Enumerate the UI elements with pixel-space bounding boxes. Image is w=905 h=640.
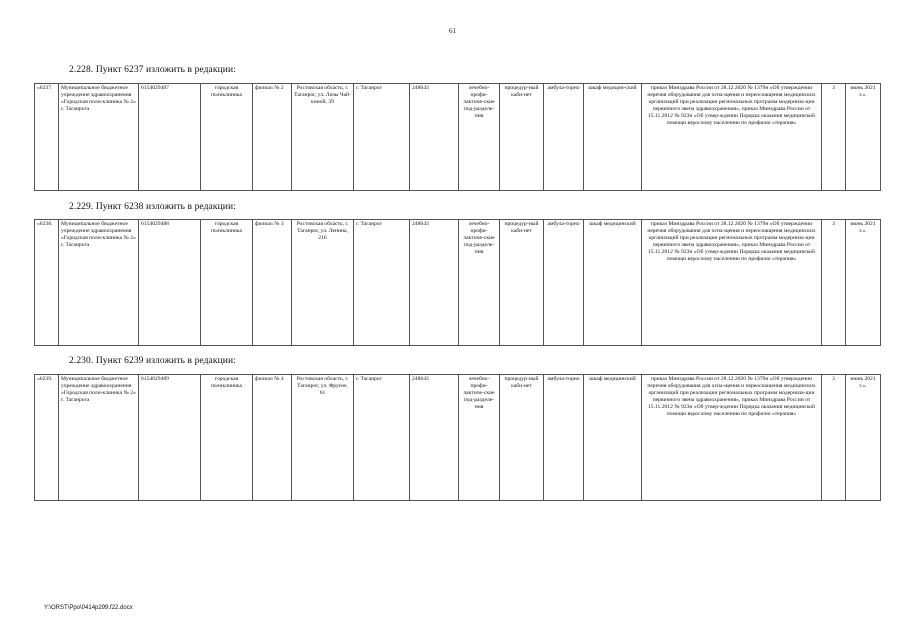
- table-6238: [34, 219, 881, 346]
- cell-qty: 3: [822, 375, 846, 501]
- cell-address: Ростовская область, г. Таганрог, ул. Ленина, 216: [292, 220, 354, 346]
- cell-equipment: шкаф медицин-ский: [584, 84, 642, 191]
- cell-code: 248643: [410, 375, 459, 501]
- table-row: [35, 220, 881, 346]
- section-heading-6237: 2.228. Пункт 6237 изложить в редакции:: [69, 65, 236, 75]
- cell-room: процедур-ный каби-нет: [500, 375, 544, 501]
- cell-division: лечебно-профи-лактиче-ские под-разделе-ния: [459, 375, 500, 501]
- cell-date: июнь 2021 г.».: [846, 220, 881, 346]
- cell-type: городская поликлиника: [201, 220, 253, 346]
- cell-org: Муниципальное бюджетное учреждение здравоохранения «Городская поли-клиника № 2» г. Таганрога: [59, 375, 139, 501]
- cell-city: г. Таганрог: [354, 84, 410, 191]
- cell-type: городская поликлиника: [201, 375, 253, 501]
- cell-num: «6237.: [35, 84, 59, 191]
- table-6237: [34, 83, 881, 191]
- table-6239: [34, 374, 881, 501]
- cell-inn: 6154029489: [139, 375, 201, 501]
- cell-room: процедур-ный каби-нет: [500, 84, 544, 191]
- cell-qty: 3: [822, 220, 846, 346]
- cell-branch: филиал № 3: [253, 220, 292, 346]
- cell-room: процедур-ный каби-нет: [500, 220, 544, 346]
- cell-num: «6238.: [35, 220, 59, 346]
- cell-equipment: шкаф медицинский: [584, 220, 642, 346]
- cell-mode: амбула-торно: [544, 220, 584, 346]
- cell-order: приказ Минздрава России от 28.12.2020 № 1379н «Об утверждении перечня оборудования для осна-щения и переоснащения медицинских организаций при реализации региональных программ модерниза-ции первичного звена здравоохранения», приказ Минздрава России от 15.11.2012 № 923н «Об утвер-ждении Порядка оказания медицинской помощи взрослому населению по профилю «терапия»: [642, 84, 822, 191]
- table-row: [35, 84, 881, 191]
- cell-inn: 6154029487: [139, 84, 201, 191]
- cell-type: городская поликлиника: [201, 84, 253, 191]
- cell-address: Ростовская область, г. Таганрог, ул. Лизы Чай-киной, 39: [292, 84, 354, 191]
- cell-mode: амбула-торно: [544, 84, 584, 191]
- cell-address: Ростовская область, г. Таганрог, ул. Фрунзе, 61: [292, 375, 354, 501]
- cell-code: 248643: [410, 84, 459, 191]
- cell-org: Муниципальное бюджетное учреждение здравоохранения «Городская поли-клиника № 2» г. Таганрога: [59, 84, 139, 191]
- cell-org: Муниципальное бюджетное учреждение здравоохранения «Городская поли-клиника № 2» г. Таганрога: [59, 220, 139, 346]
- cell-inn: 6154029488: [139, 220, 201, 346]
- cell-qty: 3: [822, 84, 846, 191]
- cell-division: лечебно-профи-лактиче-ские под-разделе-ния: [459, 84, 500, 191]
- cell-num: «6239.: [35, 375, 59, 501]
- footer-file-path: Y:\ORST\Ppo\0414p299.f22.docx: [44, 605, 133, 611]
- cell-code: 248643: [410, 220, 459, 346]
- cell-branch: филиал № 4: [253, 375, 292, 501]
- table-row: [35, 375, 881, 501]
- cell-order: приказ Минздрава России от 28.12.2020 № 1379н «Об утверждении перечня оборудования для осна-щения и переоснащения медицинских организаций при реализации региональных программ модерниза-ции первичного звена здравоохранения», приказ Минздрава России от 15.11.2012 № 923н «Об утвер-ждении Порядка оказания медицинской помощи взрослому населению по профилю «терапия»: [642, 220, 822, 346]
- cell-order: приказ Минздрава России от 28.12.2020 № 1379н «Об утверждении перечня оборудования для осна-щения и переоснащения медицинских организаций при реализации региональных программ модерниза-ции первичного звена здравоохранения», приказ Минздрава России от 15.11.2012 № 923н «Об утвер-ждении Порядка оказания медицинской помощи взрослому населению по профилю «терапия»: [642, 375, 822, 501]
- section-heading-6239: 2.230. Пункт 6239 изложить в редакции:: [69, 356, 236, 366]
- cell-city: г. Таганрог: [354, 375, 410, 501]
- cell-date: июнь 2021 г.».: [846, 84, 881, 191]
- cell-branch: филиал № 2: [253, 84, 292, 191]
- cell-division: лечебно-профи-лактиче-ские под-разделе-ния: [459, 220, 500, 346]
- cell-date: июнь 2021 г.».: [846, 375, 881, 501]
- section-heading-6238: 2.229. Пункт 6238 изложить в редакции:: [69, 202, 236, 212]
- cell-equipment: шкаф медицинский: [584, 375, 642, 501]
- cell-city: г. Таганрог: [354, 220, 410, 346]
- cell-mode: амбула-торно: [544, 375, 584, 501]
- page-number: 61: [449, 27, 456, 35]
